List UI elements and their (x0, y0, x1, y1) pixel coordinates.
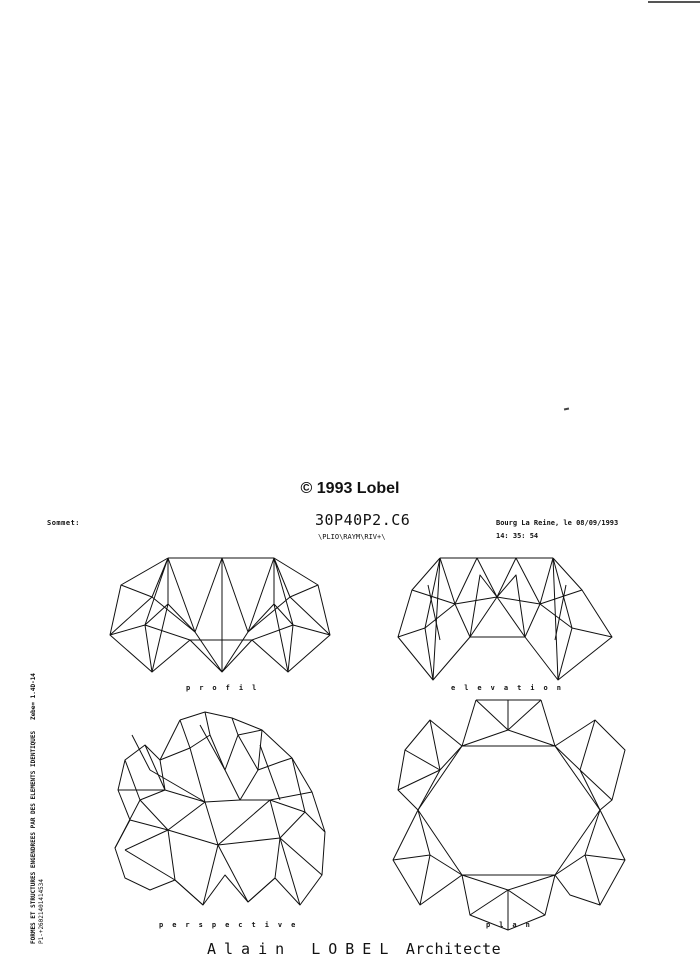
profil-label: profil (186, 684, 266, 692)
sidebar-code: P1-+26021401414534 (38, 878, 45, 944)
time-stamp: 14: 35: 54 (496, 532, 539, 540)
copyright-notice: © 1993 Lobel (300, 480, 400, 497)
plan-label: plan (486, 921, 539, 929)
profil-view (110, 558, 330, 672)
place-date: Bourg La Reine, le 08/09/1993 (496, 519, 619, 527)
plan-view (393, 700, 625, 930)
footer-last-name: LOBEL (311, 940, 397, 958)
perspective-label: perspective (159, 921, 305, 929)
elevation-view (398, 558, 612, 680)
footer-role: Architecte (405, 940, 502, 958)
elevation-label: elevation (451, 684, 570, 692)
footer-signature (207, 940, 501, 958)
drawing-path: \PLIO\RAYM\RIV+\ (318, 533, 386, 541)
perspective-view (115, 712, 325, 905)
footer-first-name: Alain (207, 940, 293, 958)
sidebar-title: FORMES ET STRUCTURES ENGENDREES PAR DES ELEMENTS IDENTIQUES Zebe= 1.4D-14 (30, 673, 37, 944)
sommet-label: Sommet: (47, 519, 81, 527)
drawing-code: 30P40P2.C6 (315, 511, 411, 529)
